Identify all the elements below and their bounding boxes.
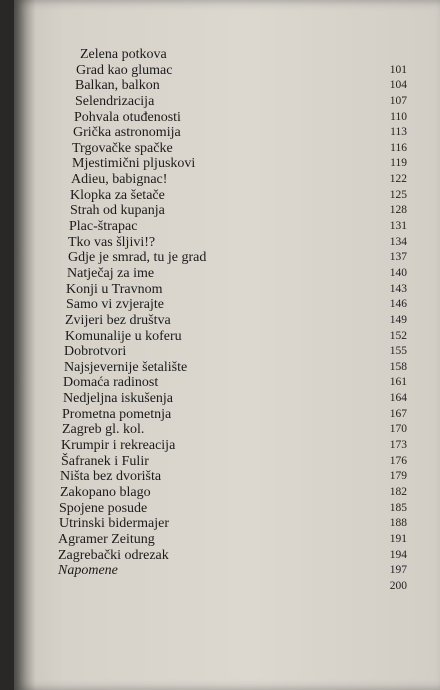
table-of-contents	[14, 47, 440, 594]
toc-entry-title: Adieu, babignac!	[71, 172, 168, 188]
toc-entry-title: Prometna pometnja	[62, 406, 172, 422]
toc-entry-title: Klopka za šetače	[70, 187, 165, 203]
toc-entry	[14, 532, 440, 548]
toc-entry	[14, 375, 440, 391]
toc-entry-page: 182	[389, 485, 407, 498]
toc-entry-title: Zagreb gl. kol.	[62, 422, 145, 438]
toc-entry-title: Krumpir i rekreacija	[61, 438, 176, 454]
toc-entry-page: 149	[389, 313, 407, 326]
toc-entry-page: 134	[389, 235, 407, 248]
toc-entry-title: Plac-štrapac	[69, 219, 138, 235]
toc-entry	[14, 172, 440, 188]
toc-entry	[14, 203, 440, 219]
toc-entry	[14, 344, 440, 360]
toc-entry-title: Gdje je smrad, tu je grad	[68, 250, 207, 266]
toc-entry	[14, 360, 440, 376]
toc-entry-title: Strah od kupanja	[70, 203, 165, 219]
toc-entry-page: 104	[389, 79, 407, 92]
toc-entry	[14, 63, 440, 79]
toc-entry-title: Agramer Zeitung	[58, 531, 155, 547]
toc-entry	[14, 250, 440, 266]
toc-entry-title: Najsjevernije šetalište	[64, 359, 188, 375]
toc-entry-title: Mjestimični pljuskovi	[72, 156, 196, 172]
toc-entry-title: Selendrizacija	[75, 93, 155, 109]
toc-entry-title: Zelena potkova	[80, 47, 167, 62]
toc-entry	[14, 94, 440, 110]
toc-entry-page: 119	[390, 157, 407, 170]
toc-entry-title: Zakopano blago	[60, 484, 151, 500]
toc-entry-title: Nedjeljna iskušenja	[63, 391, 174, 407]
toc-entry-page: 200	[389, 579, 407, 592]
toc-entry	[14, 235, 440, 251]
toc-entry-page: 152	[389, 329, 407, 342]
toc-entry	[14, 282, 440, 298]
toc-entry	[14, 156, 440, 172]
toc-entry-page: 146	[389, 298, 407, 311]
toc-entry-page: 131	[389, 220, 407, 233]
toc-entry-title: Samo vi zvjerajte	[66, 297, 164, 313]
toc-entry	[14, 422, 440, 438]
toc-entry	[14, 141, 440, 157]
toc-entry-page: 170	[389, 423, 407, 436]
toc-entry-title: Napomene	[58, 563, 118, 579]
toc-entry-title: Konji u Travnom	[66, 281, 163, 297]
toc-entry-title: Komunalije u koferu	[65, 328, 182, 344]
toc-entry	[14, 516, 440, 532]
toc-entry-title: Grad kao glumac	[76, 62, 173, 78]
toc-entry-page: 167	[389, 407, 407, 420]
toc-entry-title: Tko vas šljivi!?	[68, 234, 156, 250]
toc-entry	[14, 438, 440, 454]
toc-entry-page: 101	[389, 63, 407, 76]
toc-entry	[14, 548, 440, 564]
toc-entry-page: 164	[389, 392, 407, 405]
toc-entry	[14, 454, 440, 470]
toc-entry-page: 107	[389, 94, 407, 107]
toc-entry	[14, 110, 440, 126]
toc-entry-page: 128	[389, 204, 407, 217]
toc-entry-title: Utrinski bidermajer	[59, 516, 170, 532]
toc-entry-page: 179	[389, 470, 407, 483]
toc-entry-page: 122	[389, 173, 407, 186]
toc-entry-page: 110	[390, 110, 407, 123]
toc-entry-page: 137	[389, 251, 407, 264]
toc-entry-page: 116	[390, 141, 407, 154]
toc-entry	[14, 297, 440, 313]
toc-entry-title: Spojene posude	[59, 500, 148, 516]
toc-entry	[14, 485, 440, 501]
toc-entry-title: Zvijeri bez društva	[65, 312, 171, 328]
toc-entry-title: Balkan, balkon	[75, 78, 160, 94]
toc-entry-page: 158	[389, 360, 407, 373]
toc-entry	[14, 266, 440, 282]
toc-entry	[14, 391, 440, 407]
toc-entry	[14, 329, 440, 345]
toc-entry-title: Domaća radinost	[63, 375, 159, 391]
toc-entry	[14, 47, 440, 63]
toc-entry-page: 194	[389, 548, 407, 561]
toc-entry-page: 191	[389, 532, 407, 545]
toc-entry	[14, 563, 440, 579]
book-page	[14, 0, 440, 690]
toc-entry-page: 125	[389, 188, 407, 201]
toc-entry	[14, 469, 440, 485]
toc-entry	[14, 188, 440, 204]
toc-entry	[14, 579, 440, 595]
toc-entry-page: 176	[389, 454, 407, 467]
toc-entry-title: Zagrebački odrezak	[58, 547, 169, 563]
toc-entry-title: Dobrotvori	[64, 344, 127, 360]
toc-entry-page: 173	[389, 439, 407, 452]
toc-entry	[14, 219, 440, 235]
toc-entry-title: Ništa bez dvorišta	[60, 469, 162, 485]
toc-entry-page: 113	[390, 126, 407, 139]
toc-entry	[14, 78, 440, 94]
toc-entry-page: 143	[389, 282, 407, 295]
toc-entry-title: Grička astronomija	[73, 125, 181, 141]
toc-entry	[14, 407, 440, 423]
toc-entry	[14, 501, 440, 517]
toc-entry-page: 197	[389, 564, 407, 577]
toc-entry-title: Natječaj za ime	[67, 265, 155, 281]
toc-entry	[14, 313, 440, 329]
toc-entry-page: 161	[389, 376, 407, 389]
toc-entry-page: 155	[389, 345, 407, 358]
toc-entry-page: 185	[389, 501, 407, 514]
toc-entry-title: Šafranek i Fulir	[61, 453, 149, 469]
toc-entry-title: Trgovačke spačke	[72, 140, 173, 156]
toc-entry-page: 188	[389, 517, 407, 530]
toc-entry-page: 140	[389, 266, 407, 279]
toc-entry-title: Pohvala otuđenosti	[74, 109, 181, 125]
toc-entry	[14, 125, 440, 141]
